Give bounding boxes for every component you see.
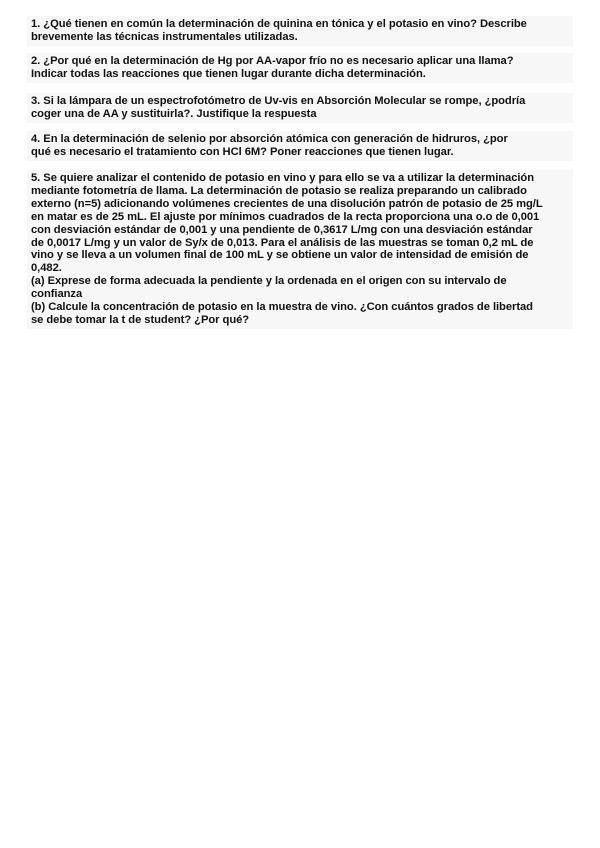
question-5-line-5: con desviación estándar de 0,001 y una pendiente de 0,3617 L/mg con una desviación estándar	[31, 223, 533, 236]
question-5-part-b-line-2: se debe tomar la t de student? ¿Por qué?	[31, 313, 250, 326]
question-5-line-8: 0,482.	[31, 262, 62, 275]
question-2-line-2: Indicar todas las reacciones que tienen lugar durante dicha determinación.	[31, 67, 426, 80]
question-5-part-b-line-1: (b) Calcule la concentración de potasio en la muestra de vino. ¿Con cuántos grados de libertad	[31, 301, 533, 314]
question-4	[27, 131, 573, 161]
question-5-line-4: en matar es de 25 mL. El ajuste por mínimos cuadrados de la recta proporciona una o.o de 0,001	[31, 210, 540, 223]
question-3-line-2: coger una de AA y sustituirla?. Justifique la respuesta	[31, 107, 317, 120]
question-3-line-1: 3. Si la lámpara de un espectrofotómetro de Uv-vis en Absorción Molecular se rompe, ¿podría	[31, 95, 526, 107]
question-5-part-a-line-2: confianza	[31, 288, 83, 301]
question-5-line-3: externo (n=5) adicionando volúmenes crecientes de una disolución patrón de potasio de 25 mg/L	[31, 197, 543, 210]
question-5-line-6: de 0,0017 L/mg y un valor de Sy/x de 0,013. Para el análisis de las muestras se toman 0,2 mL de	[31, 236, 534, 249]
question-2	[27, 53, 573, 83]
question-1-line-2: brevemente las técnicas instrumentales utilizadas.	[31, 30, 298, 43]
question-5-part-a-line-1: (a) Exprese de forma adecuada la pendiente y la ordenada en el origen con su intervalo de	[31, 275, 507, 288]
question-1	[27, 16, 573, 46]
question-5-line-7: vino y se lleva a un volumen final de 100 mL y se obtiene un valor de intensidad de emisión de	[31, 249, 529, 262]
question-1-line-1: 1. ¿Qué tienen en común la determinación de quinina en tónica y el potasio en vino? Describe	[31, 18, 527, 30]
question-5-line-2: mediante fotometría de llama. La determinación de potasio se realiza preparando un calibrado	[31, 184, 527, 197]
question-4-line-2: qué es necesario el tratamiento con HCl 6M? Poner reacciones que tienen lugar.	[31, 145, 454, 158]
question-5-line-1: 5. Se quiere analizar el contenido de potasio en vino y para ello se va a utilizar la determinación	[31, 172, 535, 184]
question-5	[27, 170, 573, 329]
question-2-line-1: 2. ¿Por qué en la determinación de Hg por AA-vapor frío no es necesario aplicar una llama?	[31, 55, 514, 67]
question-3	[27, 93, 573, 123]
question-4-line-1: 4. En la determinación de selenio por absorción atómica con generación de hidruros, ¿por	[31, 133, 508, 145]
